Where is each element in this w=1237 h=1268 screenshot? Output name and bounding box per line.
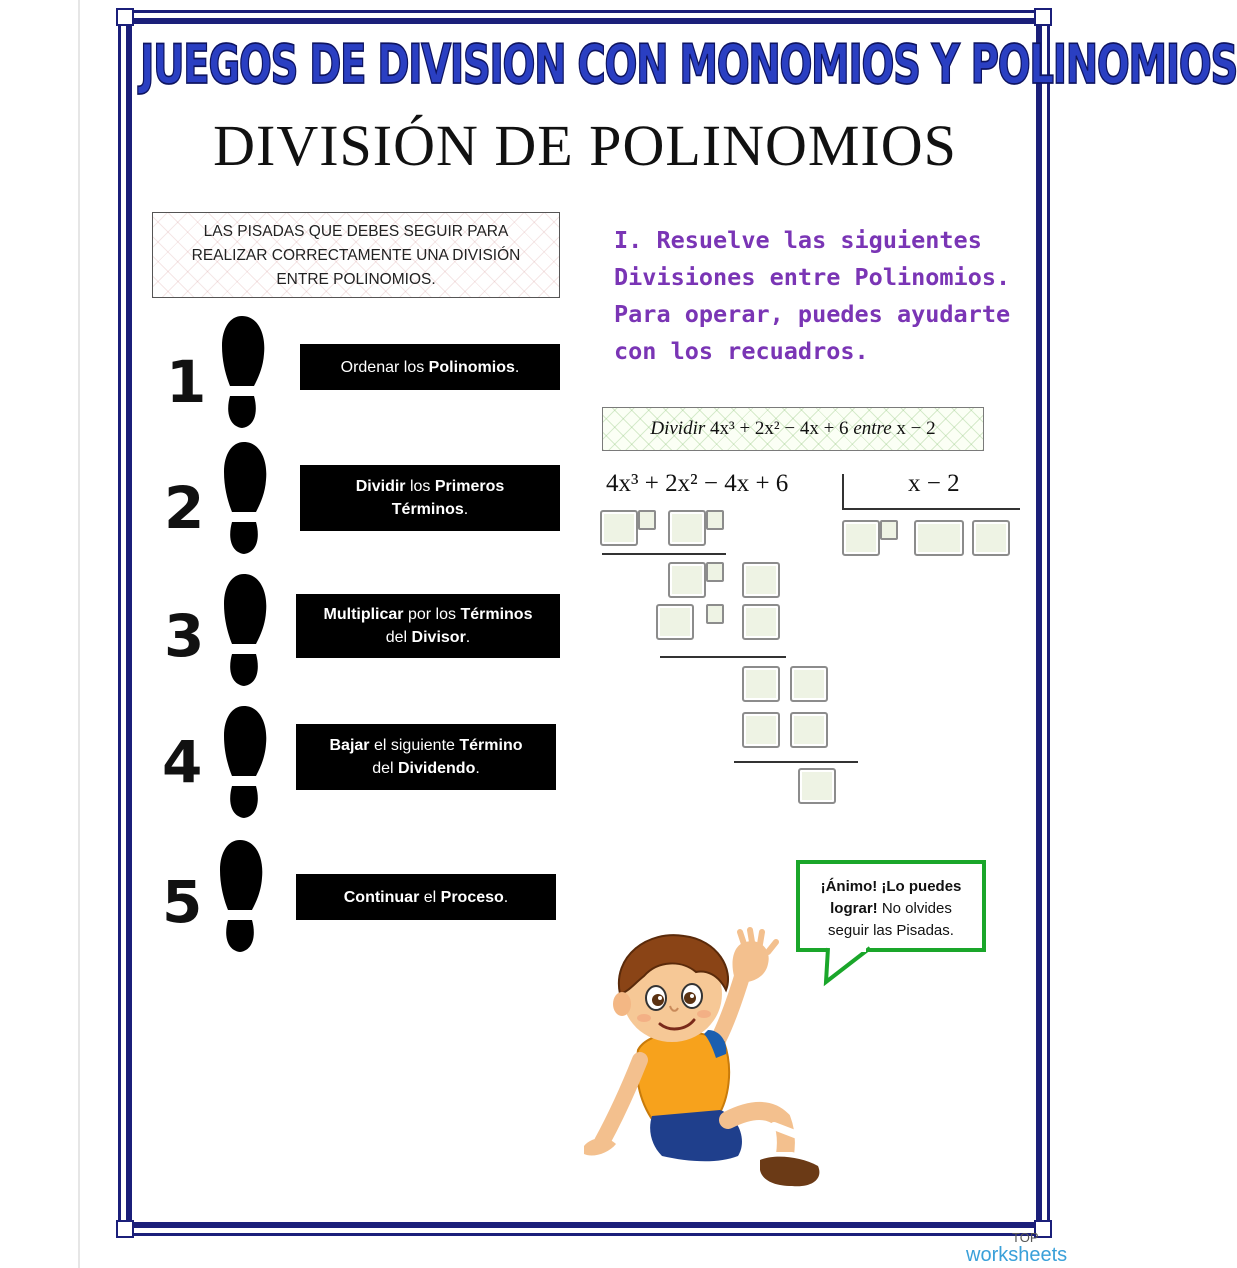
- instructions-line: I. Resuelve las siguientes: [614, 226, 982, 254]
- step-text: .: [465, 629, 471, 646]
- bubble-bold-text: lograr!: [830, 900, 878, 917]
- problem-divisor: x − 2: [896, 418, 936, 439]
- watermark-logo: worksheets: [966, 1244, 1068, 1266]
- footprint-icon: [222, 704, 270, 822]
- step-number: 4: [162, 728, 203, 796]
- step-text: por los: [403, 606, 461, 623]
- quotient-exponent-box[interactable]: [880, 520, 898, 540]
- frame-corner: [1034, 8, 1052, 26]
- answer-box[interactable]: [742, 712, 780, 748]
- page-margin-rule: [78, 0, 80, 1268]
- step-text-bold: Bajar: [329, 737, 370, 754]
- step-box: [300, 344, 560, 390]
- instructions: [614, 222, 1024, 370]
- step-text-bold: Polinomios: [428, 358, 515, 376]
- footprint-icon: [222, 572, 270, 690]
- problem-connector: entre: [853, 418, 892, 439]
- step-text-bold: Términos: [460, 606, 533, 623]
- banner-title: JUEGOS DE DIVISION CON MONOMIOS Y POLINOMIOS: [140, 34, 1237, 97]
- page-title: DIVISIÓN DE POLINOMIOS: [213, 113, 957, 178]
- pisadas-line: REALIZAR CORRECTAMENTE UNA DIVISIÓN: [191, 247, 521, 264]
- instructions-line: con los recuadros.: [614, 337, 869, 365]
- step-box: [296, 874, 556, 920]
- step-text: Ordenar los: [340, 358, 429, 376]
- step-text-bold: Primeros: [434, 478, 505, 495]
- answer-box[interactable]: [742, 562, 780, 598]
- answer-box[interactable]: [656, 604, 694, 640]
- footprint-icon: [220, 314, 268, 432]
- problem-expression: 4x³ + 2x² − 4x + 6: [710, 418, 849, 439]
- step-text: del: [385, 629, 412, 646]
- frame-corner: [116, 8, 134, 26]
- step-text: el: [419, 888, 441, 906]
- problem-label: Dividir: [650, 418, 706, 439]
- step-text: .: [514, 358, 520, 376]
- step-text-bold: Continuar: [343, 888, 420, 906]
- step-text: el siguiente: [369, 737, 460, 754]
- footprint-icon: [218, 838, 266, 956]
- step-text-bold: Divisor: [411, 629, 466, 646]
- step-text: .: [463, 501, 469, 518]
- step-text: .: [503, 888, 509, 906]
- boy-illustration: [578, 930, 838, 1190]
- step-text-bold: Proceso: [440, 888, 504, 906]
- instructions-line: Divisiones entre Polinomios.: [614, 263, 1011, 291]
- frame-corner: [116, 1220, 134, 1238]
- step-text-bold: Término: [459, 737, 523, 754]
- step-box: [300, 465, 560, 531]
- step-text-bold: Dividendo: [398, 760, 476, 777]
- answer-box[interactable]: [790, 666, 828, 702]
- bubble-bold-text: ¡Ánimo! ¡Lo puedes: [820, 878, 962, 895]
- step-number: 2: [164, 474, 205, 542]
- division-subtraction-line: [602, 553, 726, 555]
- watermark-top: TOP: [1012, 1230, 1039, 1245]
- answer-box[interactable]: [742, 666, 780, 702]
- step-box: [296, 724, 556, 790]
- division-bracket-horizontal: [842, 508, 1020, 510]
- exponent-box[interactable]: [706, 562, 724, 582]
- division-divisor: x − 2: [908, 470, 960, 497]
- answer-box[interactable]: [668, 510, 706, 546]
- step-text: del: [372, 760, 398, 777]
- pisadas-line: LAS PISADAS QUE DEBES SEGUIR PARA: [203, 223, 509, 240]
- division-subtraction-line: [660, 656, 786, 658]
- step-text-bold: Términos: [391, 501, 464, 518]
- exponent-box[interactable]: [706, 510, 724, 530]
- remainder-box[interactable]: [798, 768, 836, 804]
- answer-box[interactable]: [600, 510, 638, 546]
- step-text: .: [475, 760, 480, 777]
- step-number: 5: [162, 868, 203, 936]
- answer-box[interactable]: [742, 604, 780, 640]
- step-text: los: [405, 478, 435, 495]
- step-number: 1: [166, 348, 207, 416]
- quotient-answer-box[interactable]: [842, 520, 880, 556]
- step-text-bold: Dividir: [355, 478, 406, 495]
- footprint-icon: [222, 440, 270, 558]
- pisadas-line: ENTRE POLINOMIOS.: [276, 271, 436, 288]
- exponent-box[interactable]: [638, 510, 656, 530]
- bubble-text: No olvides: [877, 900, 952, 917]
- exponent-box[interactable]: [706, 604, 724, 624]
- instructions-line: Para operar, puedes ayudarte: [614, 300, 1011, 328]
- answer-box[interactable]: [790, 712, 828, 748]
- step-number: 3: [164, 602, 205, 670]
- division-dividend: 4x³ + 2x² − 4x + 6: [606, 470, 789, 497]
- step-box: [296, 594, 560, 658]
- answer-box[interactable]: [668, 562, 706, 598]
- quotient-answer-box[interactable]: [972, 520, 1010, 556]
- bubble-text: seguir las Pisadas.: [828, 922, 954, 939]
- step-text-bold: Multiplicar: [323, 606, 404, 623]
- pisadas-box: [152, 212, 560, 298]
- division-bracket-vertical: [842, 474, 844, 510]
- problem-box: [602, 407, 984, 451]
- quotient-answer-box[interactable]: [914, 520, 964, 556]
- division-subtraction-line: [734, 761, 858, 763]
